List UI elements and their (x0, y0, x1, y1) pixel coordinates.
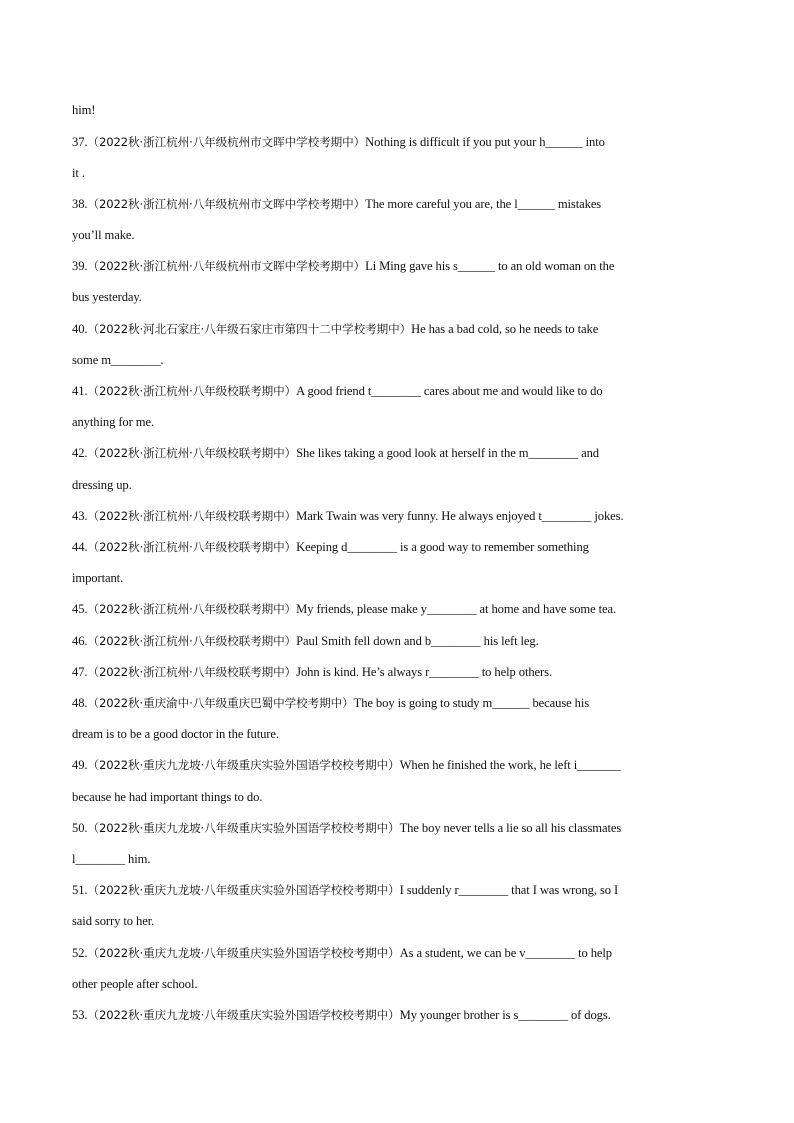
question-number: 48. (72, 696, 88, 710)
question-source: （2022秋·重庆九龙坡·八年级重庆实验外国语学校校考期中） (87, 946, 400, 960)
question-40-continuation: some m________. (72, 353, 164, 367)
question-40 (72, 321, 724, 337)
question-42-continuation: dressing up. (72, 478, 132, 492)
question-text: I suddenly r________ that I was wrong, so I (399, 883, 619, 897)
question-50-continuation: l________ him. (72, 852, 151, 866)
question-38 (72, 196, 724, 212)
question-number: 45. (72, 602, 88, 616)
question-38-continuation: you’ll make. (72, 228, 135, 242)
question-source: （2022秋·浙江杭州·八年级杭州市文晖中学校考期中） (87, 135, 366, 149)
question-text: When he finished the work, he left i_______ (399, 758, 621, 772)
question-number: 37. (72, 135, 88, 149)
question-text: My friends, please make y________ at home and have some tea. (296, 602, 617, 616)
question-44-continuation: important. (72, 571, 124, 585)
question-source: （2022秋·重庆九龙坡·八年级重庆实验外国语学校校考期中） (87, 758, 400, 772)
question-45 (72, 601, 724, 617)
question-text: My younger brother is s________ of dogs. (399, 1008, 611, 1022)
question-39-continuation: bus yesterday. (72, 290, 142, 304)
question-text: Mark Twain was very funny. He always enjoyed t________ jokes. (296, 509, 624, 523)
question-46 (72, 633, 724, 649)
question-source: （2022秋·浙江杭州·八年级杭州市文晖中学校考期中） (87, 259, 366, 273)
question-text: Keeping d________ is a good way to remember something (296, 540, 589, 554)
question-number: 47. (72, 665, 88, 679)
question-source: （2022秋·浙江杭州·八年级校联考期中） (87, 540, 297, 554)
question-source: （2022秋·浙江杭州·八年级校联考期中） (87, 665, 297, 679)
question-number: 52. (72, 946, 88, 960)
question-42 (72, 445, 724, 461)
question-48-continuation: dream is to be a good doctor in the future. (72, 727, 279, 741)
question-source: （2022秋·重庆渝中·八年级重庆巴蜀中学校考期中） (87, 696, 354, 710)
question-51-continuation: said sorry to her. (72, 914, 155, 928)
question-52 (72, 945, 724, 961)
question-source: （2022秋·重庆九龙坡·八年级重庆实验外国语学校校考期中） (87, 821, 400, 835)
question-44 (72, 539, 724, 555)
question-number: 43. (72, 509, 88, 523)
question-source: （2022秋·重庆九龙坡·八年级重庆实验外国语学校校考期中） (87, 1008, 400, 1022)
question-source: （2022秋·浙江杭州·八年级校联考期中） (87, 509, 297, 523)
question-text: John is kind. He’s always r________ to help others. (296, 665, 552, 679)
question-48 (72, 695, 724, 711)
question-52-continuation: other people after school. (72, 977, 198, 991)
question-39 (72, 258, 724, 274)
question-number: 42. (72, 446, 88, 460)
question-number: 39. (72, 259, 88, 273)
question-source: （2022秋·河北石家庄·八年级石家庄市第四十二中学校考期中） (87, 322, 412, 336)
question-source: （2022秋·浙江杭州·八年级校联考期中） (87, 446, 297, 460)
question-source: （2022秋·浙江杭州·八年级校联考期中） (87, 384, 297, 398)
question-43 (72, 508, 724, 524)
question-source: （2022秋·浙江杭州·八年级校联考期中） (87, 634, 297, 648)
question-41-continuation: anything for me. (72, 415, 154, 429)
question-36-continuation: him! (72, 103, 96, 117)
question-text: Li Ming gave his s______ to an old woman on the (365, 259, 615, 273)
question-53 (72, 1007, 724, 1023)
question-text: Nothing is difficult if you put your h______ into (365, 135, 605, 149)
question-text: As a student, we can be v________ to help (399, 946, 612, 960)
question-number: 41. (72, 384, 88, 398)
question-text: A good friend t________ cares about me and would like to do (296, 384, 603, 398)
question-41 (72, 383, 724, 399)
question-number: 51. (72, 883, 88, 897)
question-number: 53. (72, 1008, 88, 1022)
question-50 (72, 820, 724, 836)
question-number: 44. (72, 540, 88, 554)
question-49 (72, 757, 724, 773)
question-text: The boy is going to study m______ because his (353, 696, 590, 710)
question-text: Paul Smith fell down and b________ his left leg. (296, 634, 539, 648)
question-number: 49. (72, 758, 88, 772)
question-51 (72, 882, 724, 898)
question-source: （2022秋·重庆九龙坡·八年级重庆实验外国语学校校考期中） (87, 883, 400, 897)
question-text: The boy never tells a lie so all his classmates (399, 821, 622, 835)
question-number: 38. (72, 197, 88, 211)
question-number: 40. (72, 322, 88, 336)
question-49-continuation: because he had important things to do. (72, 790, 263, 804)
question-47 (72, 664, 724, 680)
question-37-continuation: it . (72, 166, 85, 180)
question-37 (72, 134, 724, 150)
question-number: 46. (72, 634, 88, 648)
question-text: He has a bad cold, so he needs to take (411, 322, 599, 336)
question-text: She likes taking a good look at herself in the m________ and (296, 446, 599, 460)
question-source: （2022秋·浙江杭州·八年级杭州市文晖中学校考期中） (87, 197, 366, 211)
question-text: The more careful you are, the l______ mistakes (365, 197, 602, 211)
question-number: 50. (72, 821, 88, 835)
question-source: （2022秋·浙江杭州·八年级校联考期中） (87, 602, 297, 616)
